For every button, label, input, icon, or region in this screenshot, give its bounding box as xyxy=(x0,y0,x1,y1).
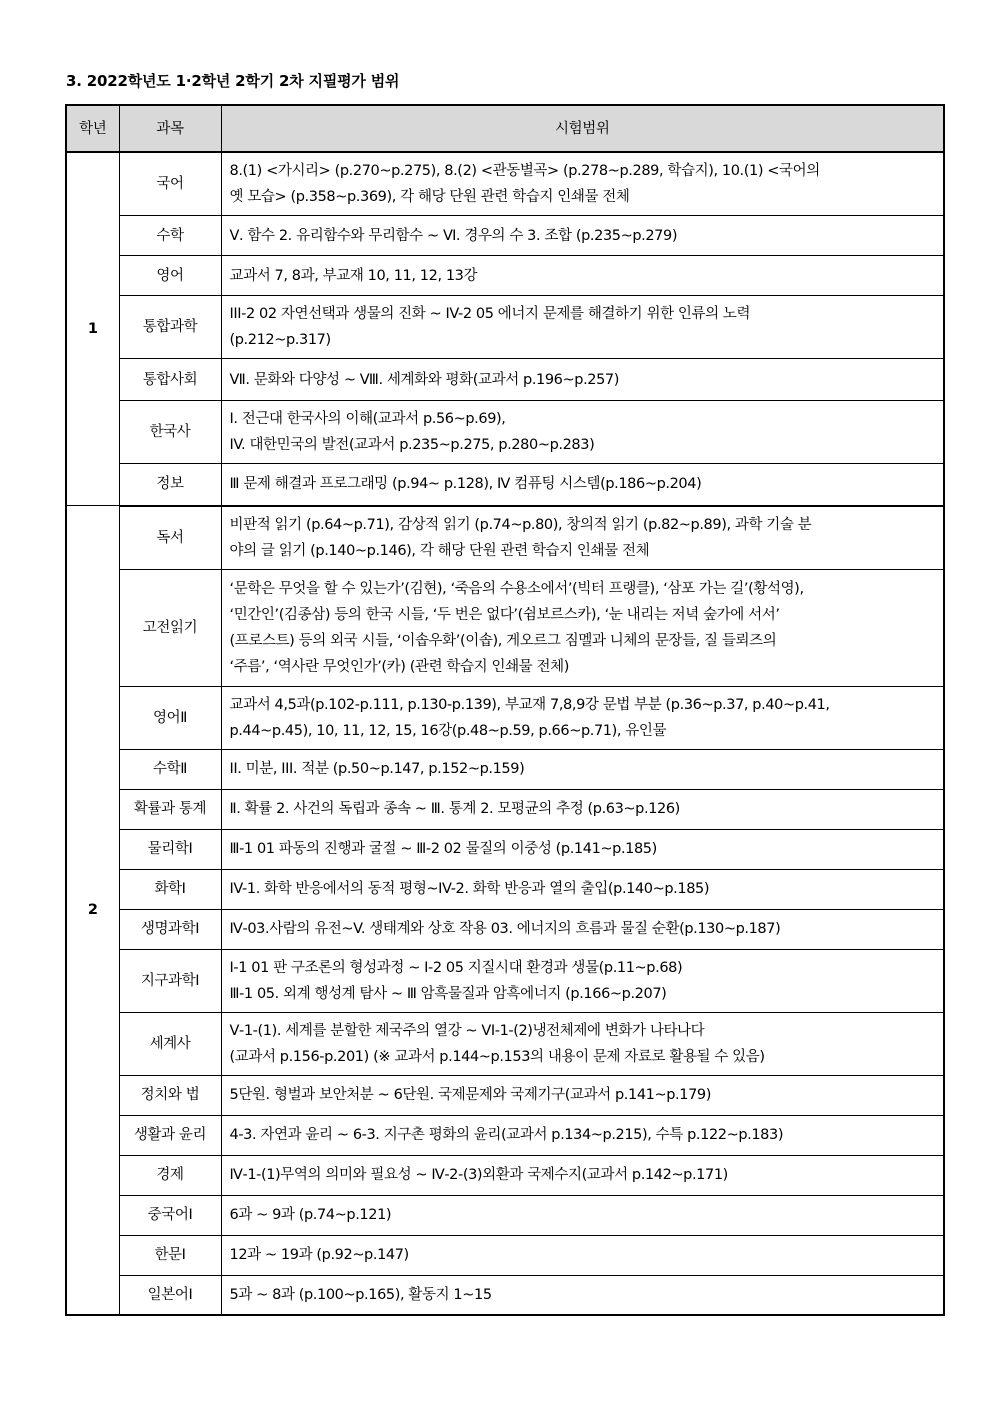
grade-2-group xyxy=(66,506,944,1316)
subject-cell: 영어 xyxy=(119,256,221,296)
subject-cell: 화학Ⅰ xyxy=(119,869,221,909)
range-line: 야의 글 읽기 (p.140~p.146), 각 해당 단원 관련 학습지 인쇄물 전체 xyxy=(229,542,650,559)
range-cell xyxy=(221,1075,944,1115)
table-row xyxy=(66,152,944,216)
range-line: ‘민간인’(김종삼) 등의 한국 시들, ‘두 번은 없다’(쉼보르스카), ‘눈 내리는 저녁 숲가에 서서’ xyxy=(229,606,780,623)
range-line: Ⅳ-1-(1)무역의 의미와 필요성 ~ Ⅳ-2-(3)외환과 국제수지(교과서 p.142~p.171) xyxy=(229,1167,728,1183)
range-line: Ⅱ. 확률 2. 사건의 독립과 종속 ~ Ⅲ. 통계 2. 모평균의 추정 (p.63~p.126) xyxy=(229,801,680,817)
exam-range-table xyxy=(65,104,945,1316)
table-row xyxy=(66,1195,944,1235)
range-line: Ⅰ-1 01 판 구조론의 형성과정 ~ Ⅰ-2 05 지질시대 환경과 생물(p.11~p.68) xyxy=(229,959,683,976)
table-row xyxy=(66,296,944,359)
subject-cell: 생활과 윤리 xyxy=(119,1115,221,1155)
range-cell xyxy=(221,359,944,401)
range-cell xyxy=(221,1012,944,1075)
table-row xyxy=(66,1275,944,1315)
range-cell xyxy=(221,869,944,909)
range-line: Ⅴ. 함수 2. 유리함수와 무리함수 ~ Ⅵ. 경우의 수 3. 조합 (p.235~p.279) xyxy=(229,227,678,244)
grade-1-group xyxy=(66,152,944,506)
range-cell xyxy=(221,152,944,216)
subject-cell: 수학Ⅱ xyxy=(119,749,221,789)
range-line: 4-3. 자연과 윤리 ~ 6-3. 지구촌 평화의 윤리(교과서 p.134~p.215), 수특 p.122~p.183) xyxy=(229,1127,784,1143)
range-line: 6과 ~ 9과 (p.74~p.121) xyxy=(229,1207,392,1223)
range-cell xyxy=(221,1115,944,1155)
table-row xyxy=(66,1075,944,1115)
range-line: Ⅲ-1 05. 외계 행성계 탐사 ~ Ⅲ 암흑물질과 암흑에너지 (p.166~p.207) xyxy=(229,985,667,1002)
range-line: II. 미분, III. 적분 (p.50~p.147, p.152~p.159) xyxy=(229,761,525,777)
header-subject: 과목 xyxy=(119,105,221,152)
range-line: (p.212~p.317) xyxy=(229,332,331,348)
range-cell xyxy=(221,296,944,359)
range-cell xyxy=(221,749,944,789)
range-cell xyxy=(221,949,944,1012)
range-line: IV-1. 화학 반응에서의 동적 평형~IV-2. 화학 반응과 열의 출입(p.140~p.185) xyxy=(229,881,710,897)
range-cell xyxy=(221,464,944,506)
subject-cell: 경제 xyxy=(119,1155,221,1195)
range-line: Ⅲ-1 01 파동의 진행과 굴절 ~ Ⅲ-2 02 물질의 이중성 (p.141~p.185) xyxy=(229,841,657,857)
range-line: (프로스트) 등의 외국 시들, ‘이솝우화’(이솝), 게오르그 짐멜과 니체의 문장들, 질 들뢰즈의 xyxy=(229,632,777,649)
range-cell xyxy=(221,216,944,256)
range-cell xyxy=(221,829,944,869)
range-line: Ⅶ. 문화와 다양성 ~ Ⅷ. 세계화와 평화(교과서 p.196~p.257) xyxy=(229,371,620,388)
subject-cell: 세계사 xyxy=(119,1012,221,1075)
range-cell xyxy=(221,401,944,464)
subject-cell: 일본어Ⅰ xyxy=(119,1275,221,1315)
table-row xyxy=(66,464,944,506)
range-line: 교과서 4,5과(p.102-p.111, p.130-p.139), 부교재 7,8,9강 문법 부분 (p.36~p.37, p.40~p.41, xyxy=(229,696,830,713)
range-line: 5과 ~ 8과 (p.100~p.165), 활동지 1~15 xyxy=(229,1286,492,1303)
range-cell xyxy=(221,1155,944,1195)
header-grade: 학년 xyxy=(66,105,119,152)
range-line: 8.(1) <가시리> (p.270~p.275), 8.(2) <관동별곡> (p.278~p.289, 학습지), 10.(1) <국어의 xyxy=(229,163,820,179)
range-line: Ⅲ 문제 해결과 프로그래밍 (p.94~ p.128), Ⅳ 컴퓨팅 시스템(p.186~p.204) xyxy=(229,476,702,493)
range-cell xyxy=(221,789,944,829)
table-row xyxy=(66,749,944,789)
range-line: Ⅳ-03.사람의 유전~V. 생태계와 상호 작용 03. 에너지의 흐름과 물질 순환(p.130~p.187) xyxy=(229,921,781,937)
table-header-row xyxy=(66,105,944,152)
table-row xyxy=(66,949,944,1012)
range-cell xyxy=(221,1235,944,1275)
subject-cell: 영어Ⅱ xyxy=(119,686,221,749)
range-cell xyxy=(221,686,944,749)
subject-cell: 생명과학Ⅰ xyxy=(119,909,221,949)
subject-cell: 중국어Ⅰ xyxy=(119,1195,221,1235)
table-row xyxy=(66,909,944,949)
range-line: 비판적 읽기 (p.64~p.71), 감상적 읽기 (p.74~p.80), 창의적 읽기 (p.82~p.89), 과학 기술 분 xyxy=(229,516,812,533)
table-row xyxy=(66,1115,944,1155)
subject-cell: 국어 xyxy=(119,152,221,216)
range-line: (교과서 p.156-p.201) (※ 교과서 p.144~p.153의 내용이 문제 자료로 활용될 수 있음) xyxy=(229,1048,765,1065)
subject-cell: 고전읽기 xyxy=(119,569,221,686)
table-row xyxy=(66,401,944,464)
table-row xyxy=(66,506,944,570)
table-row xyxy=(66,686,944,749)
range-cell xyxy=(221,1195,944,1235)
table-row xyxy=(66,359,944,401)
range-line: 옛 모습> (p.358~p.369), 각 해당 단원 관련 학습지 인쇄물 전체 xyxy=(229,189,630,205)
range-line: 12과 ~ 19과 (p.92~p.147) xyxy=(229,1247,409,1263)
subject-cell: 정보 xyxy=(119,464,221,506)
range-line: Ⅰ. 전근대 한국사의 이해(교과서 p.56~p.69), xyxy=(229,411,506,427)
subject-cell: 한문Ⅰ xyxy=(119,1235,221,1275)
table-row xyxy=(66,1235,944,1275)
grade-cell: 1 xyxy=(66,152,119,506)
table-row xyxy=(66,256,944,296)
subject-cell: 정치와 법 xyxy=(119,1075,221,1115)
range-line: 교과서 7, 8과, 부교재 10, 11, 12, 13강 xyxy=(229,267,478,284)
table-row xyxy=(66,829,944,869)
range-cell xyxy=(221,256,944,296)
range-cell xyxy=(221,909,944,949)
subject-cell: 한국사 xyxy=(119,401,221,464)
grade-cell: 2 xyxy=(66,506,119,1316)
range-line: p.44~p.45), 10, 11, 12, 15, 16강(p.48~p.59, p.66~p.71), 유인물 xyxy=(229,722,667,739)
subject-cell: 통합사회 xyxy=(119,359,221,401)
header-range: 시험범위 xyxy=(221,105,944,152)
subject-cell: 확률과 통계 xyxy=(119,789,221,829)
table-row xyxy=(66,1012,944,1075)
table-row xyxy=(66,789,944,829)
subject-cell: 독서 xyxy=(119,506,221,570)
range-line: 5단원. 형벌과 보안처분 ~ 6단원. 국제문제와 국제기구(교과서 p.141~p.179) xyxy=(229,1087,711,1103)
subject-cell: 수학 xyxy=(119,216,221,256)
range-line: III-2 02 자연선택과 생물의 진화 ~ IV-2 05 에너지 문제를 해결하기 위한 인류의 노력 xyxy=(229,306,751,322)
table-row xyxy=(66,216,944,256)
table-row xyxy=(66,869,944,909)
range-line: Ⅴ-1-(1). 세계를 분할한 제국주의 열강 ~ VI-1-(2)냉전체제에 변화가 나타나다 xyxy=(229,1022,705,1039)
subject-cell: 통합과학 xyxy=(119,296,221,359)
table-row xyxy=(66,1155,944,1195)
subject-cell: 지구과학Ⅰ xyxy=(119,949,221,1012)
range-cell xyxy=(221,506,944,570)
range-line: IV. 대한민국의 발전(교과서 p.235~p.275, p.280~p.283) xyxy=(229,437,595,453)
range-line: ‘주름’, ‘역사란 무엇인가’(카) (관련 학습지 인쇄물 전체) xyxy=(229,658,569,675)
section-title: 3. 2022학년도 1·2학년 2학기 2차 지필평가 범위 xyxy=(66,72,400,90)
range-cell xyxy=(221,1275,944,1315)
table-row xyxy=(66,569,944,686)
subject-cell: 물리학Ⅰ xyxy=(119,829,221,869)
range-line: ‘문학은 무엇을 할 수 있는가’(김현), ‘죽음의 수용소에서’(빅터 프랭클), ‘삼포 가는 길’(황석영), xyxy=(229,580,804,597)
range-cell xyxy=(221,569,944,686)
